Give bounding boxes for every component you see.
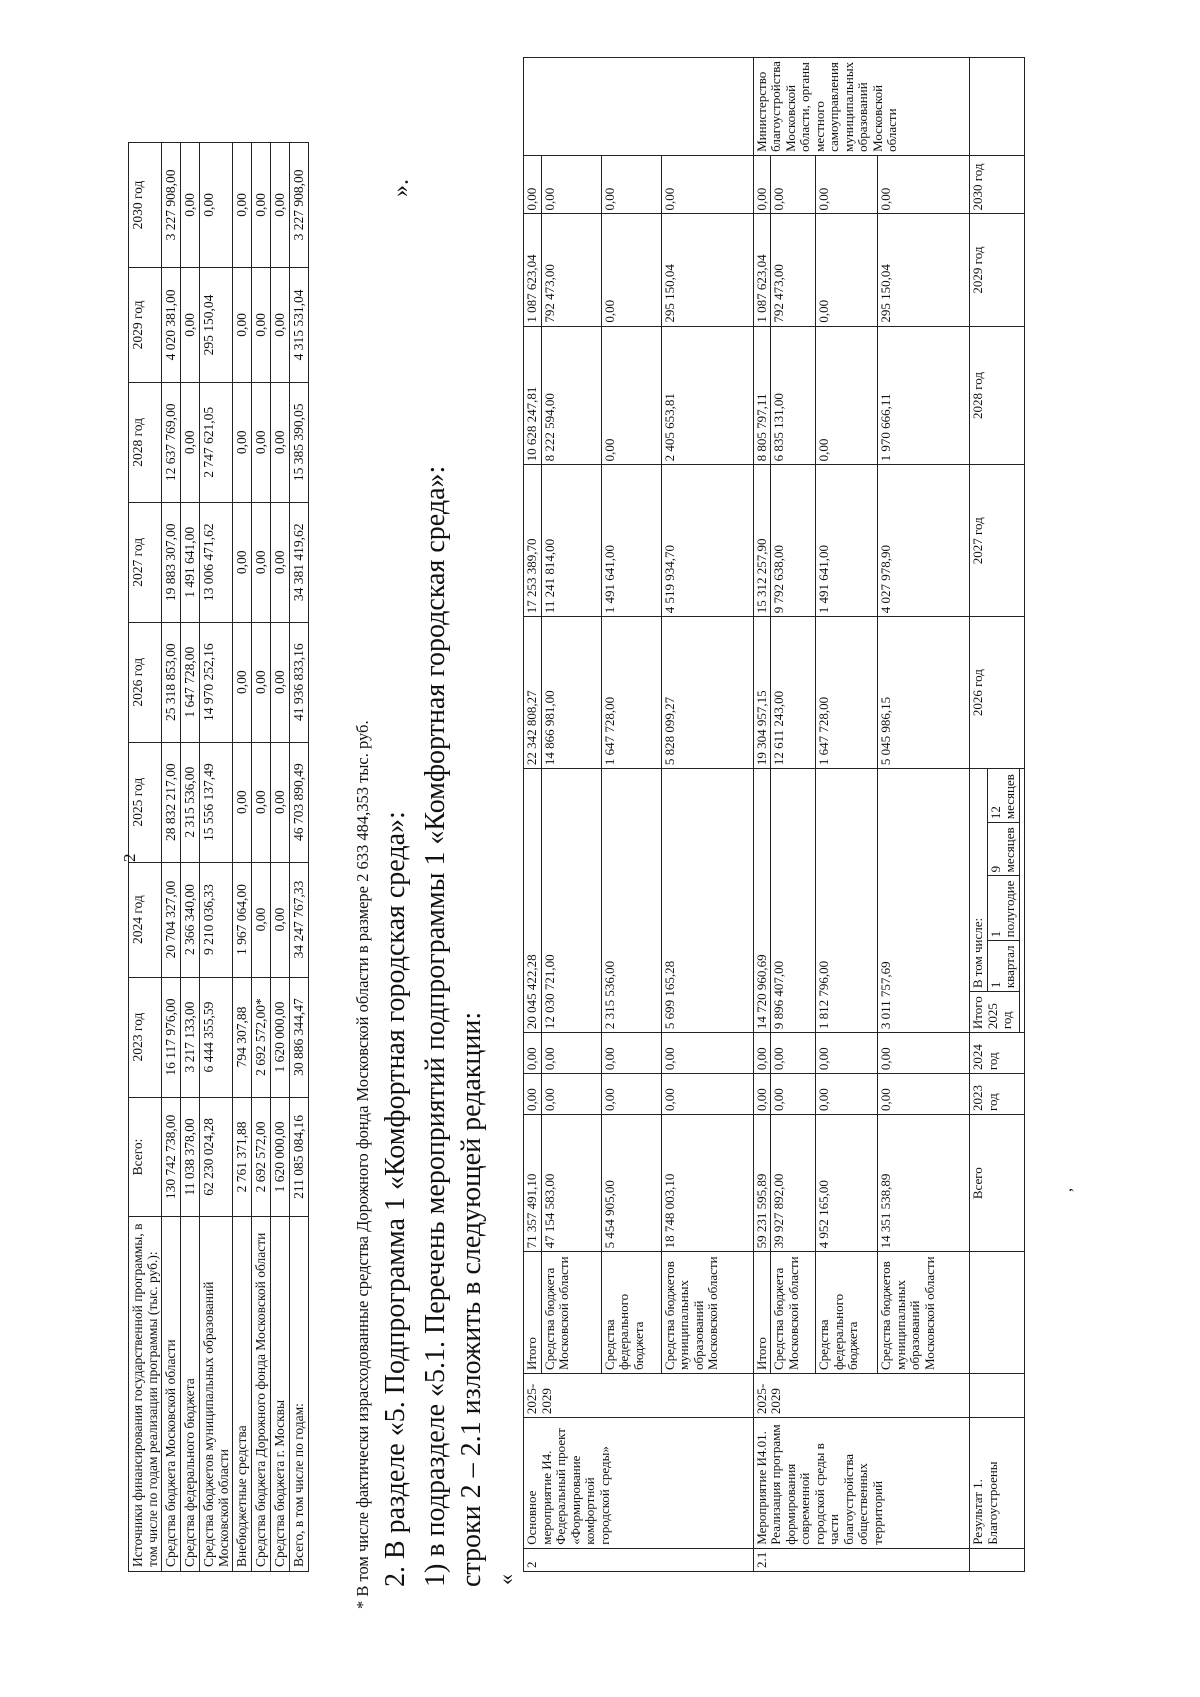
amount-cell: 15 312 257,90	[753, 465, 771, 617]
amount-cell: 5 699 165,28	[661, 769, 753, 1033]
amount-cell: 0,00	[816, 155, 878, 214]
finance-row-label: Внебюджетные средства	[233, 1217, 252, 1572]
finance-cell: 14 970 252,16	[200, 622, 233, 742]
amount-cell: 0,00	[816, 326, 878, 465]
finance-cell: 0,00	[233, 267, 252, 382]
amount-cell: 0,00	[753, 155, 771, 214]
result-responsible	[970, 58, 1025, 156]
responsible-party: Министерство благоустройства Московской области, органы местного самоуправления муниципальных образований Московской области	[753, 58, 970, 156]
finance-cell: 46 703 890,49	[290, 742, 309, 862]
finance-row	[181, 143, 200, 1572]
finance-cell: 0,00	[271, 862, 290, 977]
amount-cell: 39 927 892,00	[771, 1115, 816, 1252]
amount-cell: 792 473,00	[541, 214, 601, 326]
finance-cell: 1 647 728,00	[181, 622, 200, 742]
result-label: Результат 1. Благоустроены	[970, 1418, 1025, 1549]
amount-cell: 2 315 536,00	[601, 769, 661, 1033]
amount-cell: 0,00	[878, 1033, 970, 1074]
result-spacer	[1019, 769, 1024, 1033]
finance-col-total: Всего:	[129, 1097, 162, 1217]
finance-cell: 34 381 419,62	[290, 502, 309, 622]
finance-row-label: Средства федерального бюджета	[181, 1217, 200, 1572]
amount-cell: 19 304 957,15	[753, 617, 771, 769]
amount-cell: 11 241 814,00	[541, 465, 601, 617]
finance-cell: 295 150,04	[200, 267, 233, 382]
finance-cell: 19 883 307,00	[162, 502, 181, 622]
finance-cell: 0,00	[181, 267, 200, 382]
finance-cell: 3 227 908,00	[290, 143, 309, 268]
result-col-2028: 2028 год	[970, 326, 1025, 465]
amount-cell: 0,00	[541, 1074, 601, 1115]
finance-cell: 4 315 531,04	[290, 267, 309, 382]
finance-cell: 0,00	[252, 622, 271, 742]
amount-cell: 0,00	[601, 155, 661, 214]
finance-cell: 794 307,88	[233, 977, 252, 1097]
amount-cell: 0,00	[524, 1074, 542, 1115]
amount-cell: 1 491 641,00	[601, 465, 661, 617]
amount-cell: 4 952 165,00	[816, 1115, 878, 1252]
amount-cell: 1 087 623,04	[524, 214, 542, 326]
activity-row-2-1	[753, 58, 970, 1572]
amount-cell: 22 342 808,27	[524, 617, 542, 769]
finance-row	[200, 143, 233, 1572]
amount-cell: 20 045 422,28	[524, 769, 542, 1033]
finance-cell: 15 385 390,05	[290, 382, 309, 502]
finance-cell: 3 227 908,00	[162, 143, 181, 268]
finance-cell: 0,00	[252, 143, 271, 268]
amount-cell: 12 611 243,00	[771, 617, 816, 769]
section-heading: 2. В разделе «5. Подпрограмма 1 «Комфортная городская среда»:	[380, 811, 411, 1587]
activities-table	[523, 57, 1025, 1572]
amount-cell: 1 812 796,00	[816, 769, 878, 1033]
result-row	[970, 58, 1025, 1572]
amount-cell: 0,00	[661, 155, 753, 214]
finance-row	[252, 143, 271, 1572]
funding-source: Средства федерального бюджета	[816, 1252, 878, 1374]
amount-cell: 0,00	[771, 155, 816, 214]
finance-cell: 0,00	[181, 382, 200, 502]
amount-cell: 3 011 757,69	[878, 769, 970, 1033]
amount-cell: 0,00	[524, 1033, 542, 1074]
finance-cell: 1 967 064,00	[233, 862, 252, 977]
finance-cell: 11 038 378,00	[181, 1097, 200, 1217]
finance-row	[162, 143, 181, 1572]
amount-cell: 0,00	[753, 1033, 771, 1074]
finance-cell: 13 006 471,62	[200, 502, 233, 622]
amount-cell: 59 231 595,89	[753, 1115, 771, 1252]
funding-source: Итого	[524, 1252, 542, 1374]
finance-cell: 2 366 340,00	[181, 862, 200, 977]
finance-cell: 0,00	[271, 143, 290, 268]
row-number: 2.1	[753, 1548, 970, 1571]
finance-col-2024: 2024 год	[129, 862, 162, 977]
result-col-including: В том числе:	[970, 769, 987, 992]
finance-cell: 62 230 024,28	[200, 1097, 233, 1217]
finance-cell: 1 491 641,00	[181, 502, 200, 622]
finance-cell: 0,00	[252, 502, 271, 622]
open-quote: «	[493, 1574, 518, 1585]
finance-cell: 20 704 327,00	[162, 862, 181, 977]
finance-row-label: Средства бюджета г. Москвы	[271, 1217, 290, 1572]
finance-cell: 0,00	[252, 267, 271, 382]
result-number	[970, 1548, 1025, 1571]
finance-cell: 0,00	[233, 502, 252, 622]
finance-cell: 0,00	[271, 742, 290, 862]
amount-cell: 0,00	[601, 326, 661, 465]
amount-cell: 2 405 653,81	[661, 326, 753, 465]
amount-cell: 1 647 728,00	[601, 617, 661, 769]
amount-cell: 0,00	[816, 1074, 878, 1115]
finance-col-2030: 2030 год	[129, 143, 162, 268]
funding-source: Средства бюджетов муниципальных образований Московской области	[661, 1252, 753, 1374]
amount-cell: 0,00	[753, 1074, 771, 1115]
result-col-2030: 2030 год	[970, 155, 1025, 214]
amount-cell: 17 253 389,70	[524, 465, 542, 617]
amount-cell: 1 647 728,00	[816, 617, 878, 769]
finance-cell: 2 692 572,00*	[252, 977, 271, 1097]
finance-cell: 0,00	[252, 382, 271, 502]
amount-cell: 0,00	[541, 155, 601, 214]
funding-source: Средства бюджетов муниципальных образований Московской области	[878, 1252, 970, 1374]
result-period	[970, 1374, 1025, 1418]
result-col-2027: 2027 год	[970, 465, 1025, 617]
amount-cell: 9 896 407,00	[771, 769, 816, 1033]
scan-mark: ,	[1058, 1188, 1075, 1192]
funding-source: Средства бюджета Московской области	[541, 1252, 601, 1374]
amount-cell: 71 357 491,10	[524, 1115, 542, 1252]
amount-cell: 0,00	[524, 155, 542, 214]
result-col-total: Всего	[970, 1115, 1025, 1252]
finance-row-label: Всего, в том числе по годам:	[290, 1217, 309, 1572]
finance-cell: 30 886 344,47	[290, 977, 309, 1097]
result-col-total-2025: Итого 2025 год	[970, 992, 1019, 1033]
finance-cell: 0,00	[252, 742, 271, 862]
finance-cell: 2 747 621,05	[200, 382, 233, 502]
finance-col-2023: 2023 год	[129, 977, 162, 1097]
amount-cell: 14 720 960,69	[753, 769, 771, 1033]
finance-col-2027: 2027 год	[129, 502, 162, 622]
amount-cell: 0,00	[816, 214, 878, 326]
finance-cell: 0,00	[200, 143, 233, 268]
finance-total-row	[290, 143, 309, 1572]
finance-table	[128, 142, 309, 1572]
amount-cell: 0,00	[661, 1033, 753, 1074]
amount-cell: 8 222 594,00	[541, 326, 601, 465]
finance-cell: 6 444 355,59	[200, 977, 233, 1097]
funding-source: Средства бюджета Московской области	[771, 1252, 816, 1374]
finance-cell: 15 556 137,49	[200, 742, 233, 862]
result-col-q1: 1 квартал	[987, 941, 1019, 992]
amount-cell: 0,00	[878, 155, 970, 214]
result-col-2024: 2024 год	[970, 1033, 1025, 1074]
amount-cell: 4 519 934,70	[661, 465, 753, 617]
amount-cell: 14 351 538,89	[878, 1115, 970, 1252]
activity-row-2	[524, 58, 754, 1572]
amount-cell: 0,00	[878, 1074, 970, 1115]
subsection-heading: 1) в подразделе «5.1. Перечень мероприятий подпрограммы 1 «Комфортная городская среда»:	[420, 465, 451, 1587]
finance-cell: 34 247 767,33	[290, 862, 309, 977]
amount-cell: 0,00	[601, 214, 661, 326]
finance-cell: 28 832 217,00	[162, 742, 181, 862]
amount-cell: 47 154 583,00	[541, 1115, 601, 1252]
row-number: 2	[524, 1548, 754, 1571]
finance-cell: 130 742 738,00	[162, 1097, 181, 1217]
finance-col-2026: 2026 год	[129, 622, 162, 742]
finance-cell: 2 761 371,88	[233, 1097, 252, 1217]
finance-cell: 1 620 000,00	[271, 977, 290, 1097]
finance-cell: 9 210 036,33	[200, 862, 233, 977]
activity-name: Мероприятие И4.01. Реализация программ формирования современной городской среды в части благоустройства общественных территорий	[753, 1418, 970, 1549]
funding-source: Средства федерального бюджета	[601, 1252, 661, 1374]
result-col-h1: 1 полугодие	[987, 876, 1019, 941]
finance-col-2028: 2028 год	[129, 382, 162, 502]
amount-cell: 18 748 003,10	[661, 1115, 753, 1252]
amount-cell: 295 150,04	[878, 214, 970, 326]
finance-row-label: Средства бюджета Дорожного фонда Московской области	[252, 1217, 271, 1572]
amount-cell: 14 866 981,00	[541, 617, 601, 769]
finance-cell: 0,00	[181, 143, 200, 268]
amount-cell: 0,00	[661, 1074, 753, 1115]
result-col-2026: 2026 год	[970, 617, 1025, 769]
finance-cell: 1 620 000,00	[271, 1097, 290, 1217]
activity-period: 2025-2029	[524, 1374, 754, 1418]
amount-cell: 792 473,00	[771, 214, 816, 326]
finance-row-label: Средства бюджетов муниципальных образований Московской области	[200, 1217, 233, 1572]
activity-name: Основное мероприятие И4. Федеральный проект «Формирование комфортной городской среды»	[524, 1418, 754, 1549]
finance-cell: 25 318 853,00	[162, 622, 181, 742]
finance-cell: 16 117 976,00	[162, 977, 181, 1097]
responsible-party	[524, 58, 754, 156]
finance-row	[271, 143, 290, 1572]
result-source	[970, 1252, 1025, 1374]
close-quote: ».	[388, 179, 414, 197]
amount-cell: 5 045 986,15	[878, 617, 970, 769]
result-subheader	[970, 769, 1019, 1032]
finance-cell: 0,00	[252, 862, 271, 977]
amount-cell: 295 150,04	[661, 214, 753, 326]
amount-cell: 0,00	[541, 1033, 601, 1074]
finance-cell: 0,00	[271, 622, 290, 742]
amount-cell: 12 030 721,00	[541, 769, 601, 1033]
finance-cell: 4 020 381,00	[162, 267, 181, 382]
finance-cell: 3 217 133,00	[181, 977, 200, 1097]
amount-cell: 1 970 666,11	[878, 326, 970, 465]
funding-source: Итого	[753, 1252, 771, 1374]
finance-col-2029: 2029 год	[129, 267, 162, 382]
rows-heading: строки 2 – 2.1 изложить в следующей редакции:	[456, 1011, 487, 1587]
finance-cell: 211 085 084,16	[290, 1097, 309, 1217]
page-number: 2	[120, 853, 139, 862]
amount-cell: 6 835 131,00	[771, 326, 816, 465]
finance-cell: 0,00	[233, 143, 252, 268]
amount-cell: 10 628 247,81	[524, 326, 542, 465]
amount-cell: 4 027 978,90	[878, 465, 970, 617]
result-col-2029: 2029 год	[970, 214, 1025, 326]
amount-cell: 0,00	[601, 1074, 661, 1115]
amount-cell: 8 805 797,11	[753, 326, 771, 465]
finance-header-label: Источники финансирования государственной программы, в том числе по годам реализации программы (тыс. руб.):	[129, 1217, 162, 1572]
finance-row	[233, 143, 252, 1572]
finance-col-2025: 2025 год	[129, 742, 162, 862]
result-col-12m: 12 месяцев	[987, 769, 1019, 823]
finance-cell: 41 936 833,16	[290, 622, 309, 742]
finance-cell: 2 692 572,00	[252, 1097, 271, 1217]
amount-cell: 1 491 641,00	[816, 465, 878, 617]
result-col-2023: 2023 год	[970, 1074, 1025, 1115]
amount-cell: 0,00	[601, 1033, 661, 1074]
amount-cell: 0,00	[816, 1033, 878, 1074]
finance-row-label: Средства бюджета Московской области	[162, 1217, 181, 1572]
amount-cell: 5 828 099,27	[661, 617, 753, 769]
finance-cell: 0,00	[271, 267, 290, 382]
amount-cell: 0,00	[771, 1074, 816, 1115]
finance-cell: 0,00	[271, 502, 290, 622]
footnote: * В том числе фактически израсходованные средства Дорожного фонда Московской области в размере 2 633 484,353 тыс. руб.	[353, 720, 372, 1609]
finance-cell: 0,00	[233, 382, 252, 502]
amount-cell: 5 454 905,00	[601, 1115, 661, 1252]
result-col-9m: 9 месяцев	[987, 823, 1019, 876]
amount-cell: 0,00	[771, 1033, 816, 1074]
finance-cell: 0,00	[271, 382, 290, 502]
amount-cell: 1 087 623,04	[753, 214, 771, 326]
activity-period: 2025-2029	[753, 1374, 970, 1418]
finance-cell: 12 637 769,00	[162, 382, 181, 502]
finance-cell: 2 315 536,00	[181, 742, 200, 862]
finance-cell: 0,00	[233, 622, 252, 742]
amount-cell: 9 792 638,00	[771, 465, 816, 617]
finance-cell: 0,00	[233, 742, 252, 862]
